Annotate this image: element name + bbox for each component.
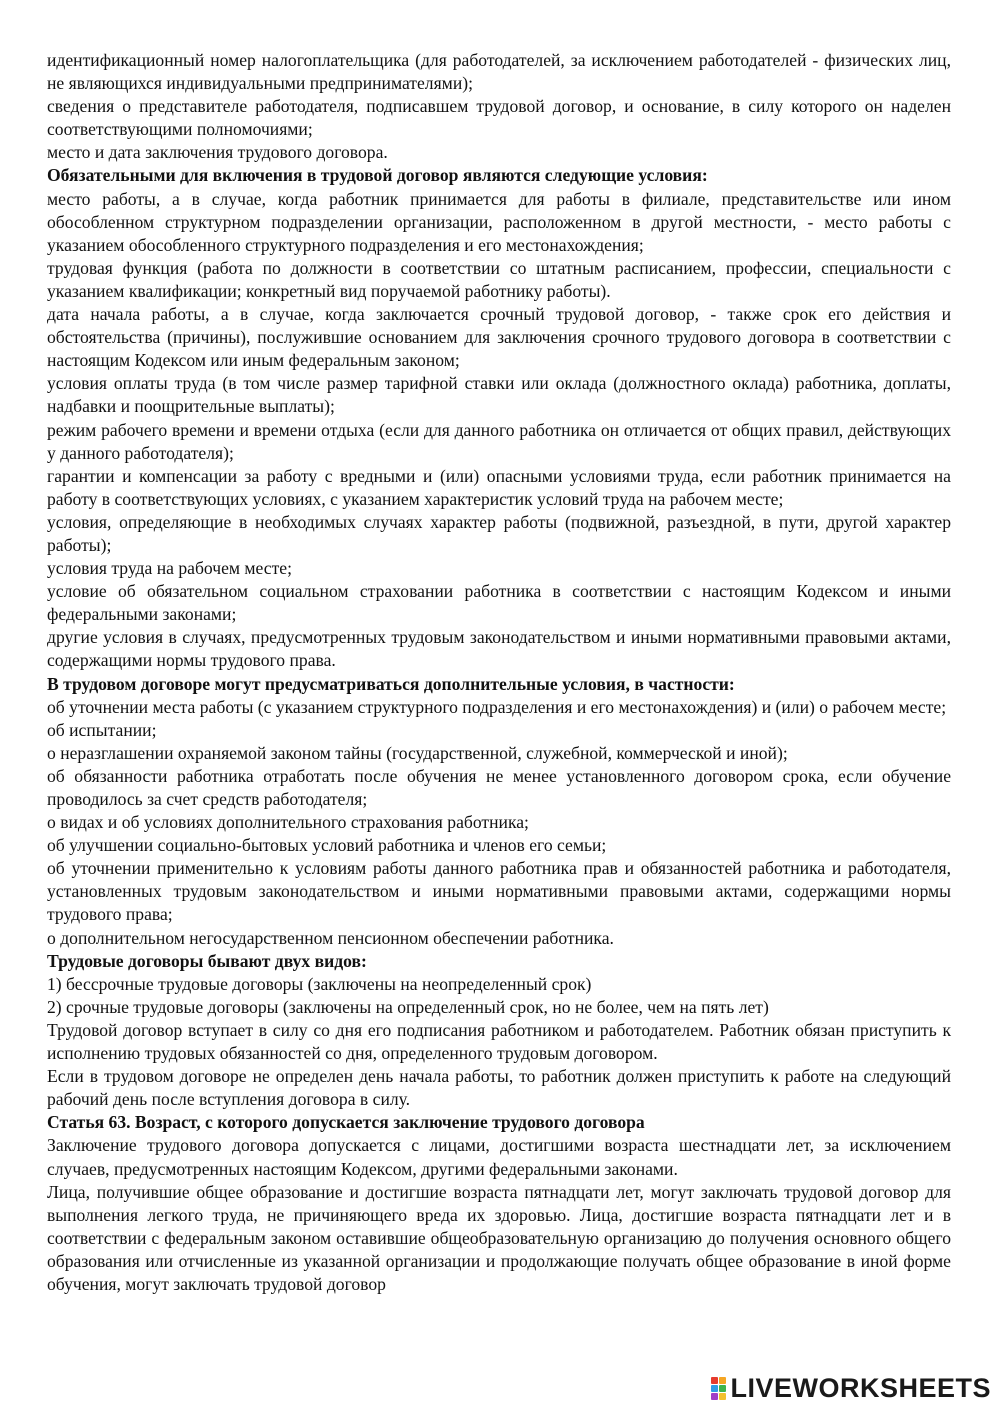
paragraph: об обязанности работника отработать после обучения не менее установленного договором срока, если обучение проводилось за счет средств работодателя;	[47, 765, 951, 809]
paragraph: идентификационный номер налогоплательщика (для работодателей, за исключением работодателей - физических лиц, не являющихся индивидуальными предпринимателями);	[47, 50, 951, 94]
document-body	[47, 49, 951, 1296]
paragraph: об улучшении социально-бытовых условий работника и членов его семьи;	[47, 835, 607, 856]
list-item: 2) срочные трудовые договоры (заключены на определенный срок, но не более, чем на пять лет)	[47, 996, 769, 1017]
paragraph: Если в трудовом договоре не определен день начала работы, то работник должен приступить к работе на следующий рабочий день после вступления договора в силу.	[47, 1066, 951, 1110]
paragraph: условие об обязательном социальном страховании работника в соответствии с настоящим Кодексом и иными федеральными законами;	[47, 581, 951, 625]
paragraph: Лица, получившие общее образование и достигшие возраста пятнадцати лет, могут заключать трудовой договор для выполнения легкого труда, не причиняющего вреда их здоровью. Лица, достигшие возраста пятнадцати лет и в соответствии с федеральным законом оставившие общеобразовательную организацию до получения основного общего образования или отчисленные из указанной организации и продолжающие получать общее образование в иной форме обучения, могут заключать трудовой договор	[47, 1181, 951, 1294]
liveworksheets-logo-icon	[711, 1377, 726, 1400]
paragraph: условия оплаты труда (в том числе размер тарифной ставки или оклада (должностного оклада) работника, доплаты, надбавки и поощрительные выплаты);	[47, 373, 951, 417]
section-heading: Трудовые договоры бывают двух видов:	[47, 950, 367, 971]
paragraph: о неразглашении охраняемой законом тайны (государственной, служебной, коммерческой и иной);	[47, 742, 788, 763]
paragraph: условия труда на рабочем месте;	[47, 558, 292, 579]
paragraph: дата начала работы, а в случае, когда заключается срочный трудовой договор, - также срок его действия и обстоятельства (причины), послужившие основанием для заключения срочного трудового договора в соответствии с настоящим Кодексом или иным федеральным законом;	[47, 304, 951, 371]
paragraph: место работы, а в случае, когда работник принимается для работы в филиале, представительстве или ином обособленном структурном подразделении организации, расположенном в другой местности, - место работы с указанием обособленного структурного подразделения и его местонахождения;	[47, 188, 951, 255]
paragraph: режим рабочего времени и времени отдыха (если для данного работника он отличается от общих правил, действующих у данного работодателя);	[47, 419, 951, 463]
section-heading: В трудовом договоре могут предусматриваться дополнительные условия, в частности:	[47, 673, 735, 694]
paragraph: другие условия в случаях, предусмотренных трудовым законодательством и иными нормативными правовыми актами, содержащими нормы трудового права.	[47, 627, 951, 671]
paragraph: сведения о представителе работодателя, подписавшем трудовой договор, и основание, в силу которого он наделен соответствующими полномочиями;	[47, 96, 951, 140]
list-item: 1) бессрочные трудовые договоры (заключены на неопределенный срок)	[47, 973, 592, 994]
paragraph: об уточнении применительно к условиям работы данного работника прав и обязанностей работника и работодателя, установленных трудовым законодательством и иными нормативными правовыми актами, содержащими нормы трудового права;	[47, 858, 951, 925]
paragraph: об испытании;	[47, 719, 157, 740]
paragraph: Трудовой договор вступает в силу со дня его подписания работником и работодателем. Работник обязан приступить к исполнению трудовых обязанностей со дня, определенного трудовым договором.	[47, 1019, 951, 1064]
paragraph: о дополнительном негосударственном пенсионном обеспечении работника.	[47, 927, 614, 948]
paragraph: условия, определяющие в необходимых случаях характер работы (подвижной, разъездной, в пути, другой характер работы);	[47, 511, 951, 555]
paragraph: Заключение трудового договора допускается с лицами, достигшими возраста шестнадцати лет, за исключением случаев, предусмотренных настоящим Кодексом, другими федеральными законами.	[47, 1135, 951, 1179]
watermark-text: LIVEWORKSHEETS	[730, 1373, 991, 1403]
paragraph: гарантии и компенсации за работу с вредными и (или) опасными условиями труда, если работник принимается на работу в соответствующих условиях, с указанием характеристик условий труда на рабочем месте;	[47, 465, 951, 509]
paragraph: о видах и об условиях дополнительного страхования работника;	[47, 812, 529, 833]
article-heading: Статья 63. Возраст, с которого допускается заключение трудового договора	[47, 1112, 645, 1133]
paragraph: место и дата заключения трудового договора.	[47, 142, 388, 163]
paragraph: трудовая функция (работа по должности в соответствии со штатным расписанием, профессии, специальности с указанием квалификации; конкретный вид поручаемой работнику работы).	[47, 257, 951, 301]
section-heading: Обязательными для включения в трудовой договор являются следующие условия:	[47, 165, 708, 186]
paragraph: об уточнении места работы (с указанием структурного подразделения и его местонахождения) и (или) о рабочем месте;	[47, 696, 947, 717]
liveworksheets-logo	[711, 1373, 991, 1404]
